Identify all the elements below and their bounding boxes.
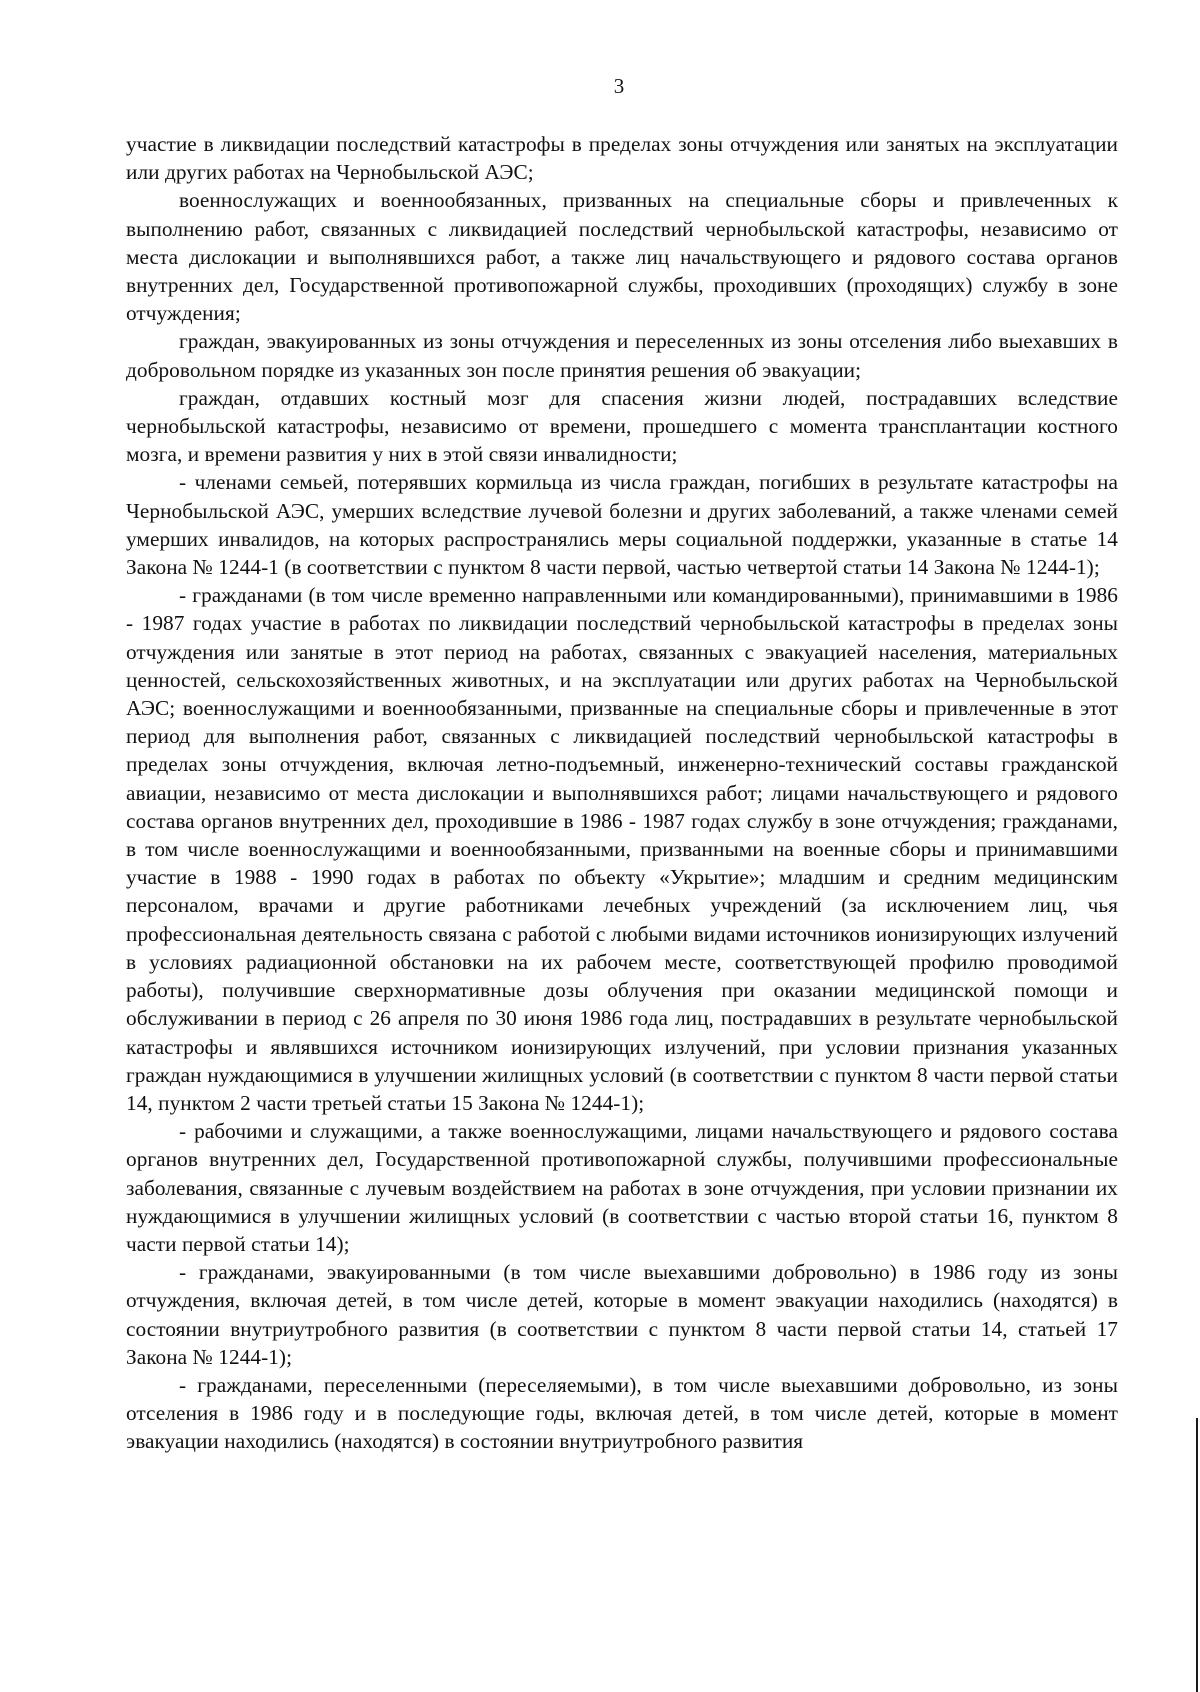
list-item-paragraph: - членами семьей, потерявших кормильца из числа граждан, погибших в результате катастрофы на Чернобыльской АЭС, умерших вследствие лучевой болезни и других заболеваний, а также членами семей умерших инвалидов, на которых распространялись меры социальной поддержки, указанные в статье 14 Закона № 1244-1 (в соответствии с пунктом 8 части первой, частью четвертой статьи 14 Закона № 1244-1); [126, 470, 1118, 580]
list-item-paragraph: - гражданами, эвакуированными (в том числе выехавшими добровольно) в 1986 году из зоны отчуждения, включая детей, в том числе детей, которые в момент эвакуации находились (находятся) в состоянии внутриутробного развития (в соответствии с пунктом 8 части первой статьи 14, статьей 17 Закона № 1244-1); [126, 1260, 1118, 1369]
document-body [126, 130, 1118, 1456]
paragraph: граждан, отдавших костный мозг для спасения жизни людей, пострадавших вследствие чернобыльской катастрофы, независимо от времени, прошедшего с момента трансплантации костного мозга, и времени развития у них в этой связи инвалидности; [126, 385, 1118, 467]
page-number: 3 [613, 74, 625, 98]
list-item-paragraph: - рабочими и служащими, а также военнослужащими, лицами начальствующего и рядового состава органов внутренних дел, Государственной противопожарной службы, получившими профессиональные заболевания, связанные с лучевым воздействием на работах в зоне отчуждения, при условии признании их нуждающимися в улучшении жилищных условий (в соответствии с частью второй статьи 16, пунктом 8 части первой статьи 14); [126, 1119, 1118, 1256]
scan-edge-line [1196, 1418, 1198, 1692]
paragraph: граждан, эвакуированных из зоны отчуждения и переселенных из зоны отселения либо выехавших в добровольном порядке из указанных зон после принятия решения об эвакуации; [126, 329, 1118, 382]
list-item-paragraph: - гражданами (в том числе временно направленными или командированными), принимавшими в 1986 - 1987 годах участие в работах по ликвидации последствий чернобыльской катастрофы в пределах зоны отчуждения или занятые в этот период на работах, связанных с эвакуацией населения, материальных ценностей, сельскохозяйственных животных, и на эксплуатации или других работах на Чернобыльской АЭС; военнослужащими и военнообязанными, призванные на специальные сборы и привлеченные в этот период для выполнения работ, связанных с ликвидацией последствий чернобыльской катастрофы в пределах зоны отчуждения, включая летно-подъемный, инженерно-технический составы гражданской авиации, независимо от места дислокации и выполнявшихся работ; лицами начальствующего и рядового состава органов внутренних дел, проходившие в 1986 - 1987 годах службу в зоне отчуждения; гражданами, в том числе военнослужащими и военнообязанными, призванными на военные сборы и принимавшими участие в 1988 - 1990 годах в работах по объекту «Укрытие»; младшим и средним медицинским персоналом, врачами и другие работниками лечебных учреждений (за исключением лиц, чья профессиональная деятельность связана с работой с любыми видами источников ионизирующих излучений в условиях радиационной обстановки на их рабочем месте, соответствующей профилю проводимой работы), получившие сверхнормативные дозы облучения при оказании медицинской помощи и обслуживании в период с 26 апреля по 30 июня 1986 года лиц, пострадавших в результате чернобыльской катастрофы и являвшихся источником ионизирующих излучений, при условии признания указанных граждан нуждающимися в улучшении жилищных условий (в соответствии с пунктом 8 части первой статьи 14, пунктом 2 части третьей статьи 15 Закона № 1244-1); [126, 583, 1118, 1115]
paragraph: военнослужащих и военнообязанных, призванных на специальные сборы и привлеченных к выполнению работ, связанных с ликвидацией последствий чернобыльской катастрофы, независимо от места дислокации и выполнявшихся работ, а также лиц начальствующего и рядового состава органов внутренних дел, Государственной противопожарной службы, проходивших (проходящих) службу в зоне отчуждения; [126, 188, 1118, 326]
paragraph-continuation: участие в ликвидации последствий катастрофы в пределах зоны отчуждения или занятых на эксплуатации или других работах на Чернобыльской АЭС; [126, 132, 1118, 185]
list-item-paragraph: - гражданами, переселенными (переселяемыми), в том числе выехавшими добровольно, из зоны отселения в 1986 году и в последующие годы, включая детей, в том числе детей, которые в момент эвакуации находились (находятся) в состоянии внутриутробного развития [126, 1372, 1118, 1454]
